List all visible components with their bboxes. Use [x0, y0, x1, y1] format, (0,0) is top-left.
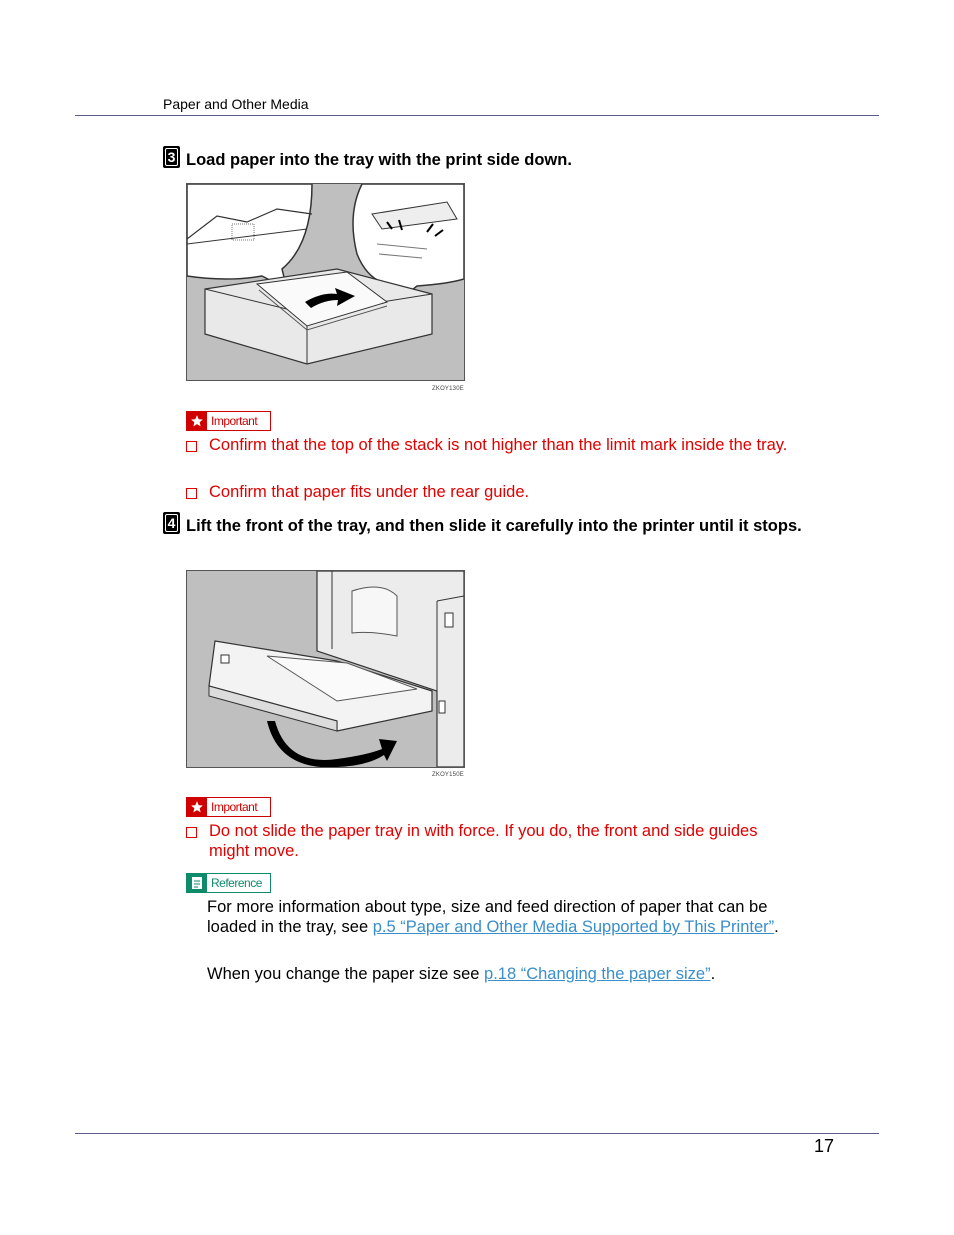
list-item: Confirm that paper fits under the rear guide. [186, 482, 799, 502]
important-list-2 [186, 821, 806, 865]
important-badge-2: Important [186, 797, 271, 817]
important-badge-1: Important [186, 411, 271, 431]
header-rule [75, 115, 879, 116]
running-head: Paper and Other Media [163, 96, 309, 112]
step-number-4: 4 [163, 512, 180, 534]
figure-code-2: ZKOY150E [432, 772, 464, 778]
list-item: Confirm that the top of the stack is not higher than the limit mark inside the tray. [186, 435, 799, 455]
figure-insert-tray [186, 570, 465, 768]
page-number: 17 [814, 1136, 835, 1156]
reference-paragraph-1: For more information about type, size and feed direction of paper that can be loaded in the tray, see p.5 “Paper and Other Media Supported by This Printer”. [207, 898, 779, 936]
list-item: Do not slide the paper tray in with force. If you do, the front and side guides might move. [186, 821, 799, 861]
step-3-text: Load paper into the tray with the print side down. [186, 151, 572, 169]
star-icon [187, 412, 207, 430]
step-4-text: Lift the front of the tray, and then slide it carefully into the printer until it stops. [186, 517, 802, 535]
link-paper-media-supported[interactable]: p.5 “Paper and Other Media Supported by This Printer” [372, 918, 775, 936]
checkbox-bullet-icon [186, 488, 197, 499]
reference-paragraph-2: When you change the paper size see p.18 “Changing the paper size”. [207, 965, 716, 983]
important-list-1 [186, 435, 806, 505]
star-icon [187, 798, 207, 816]
link-changing-paper-size[interactable]: p.18 “Changing the paper size” [484, 965, 711, 983]
figure-load-paper [186, 183, 465, 381]
reference-badge: Reference [186, 873, 271, 893]
document-icon [187, 874, 207, 892]
checkbox-bullet-icon [186, 441, 197, 452]
footer-rule [75, 1133, 879, 1134]
checkbox-bullet-icon [186, 827, 197, 838]
figure-code-1: ZKOY130E [432, 386, 464, 392]
step-number-3: 3 [163, 146, 180, 168]
